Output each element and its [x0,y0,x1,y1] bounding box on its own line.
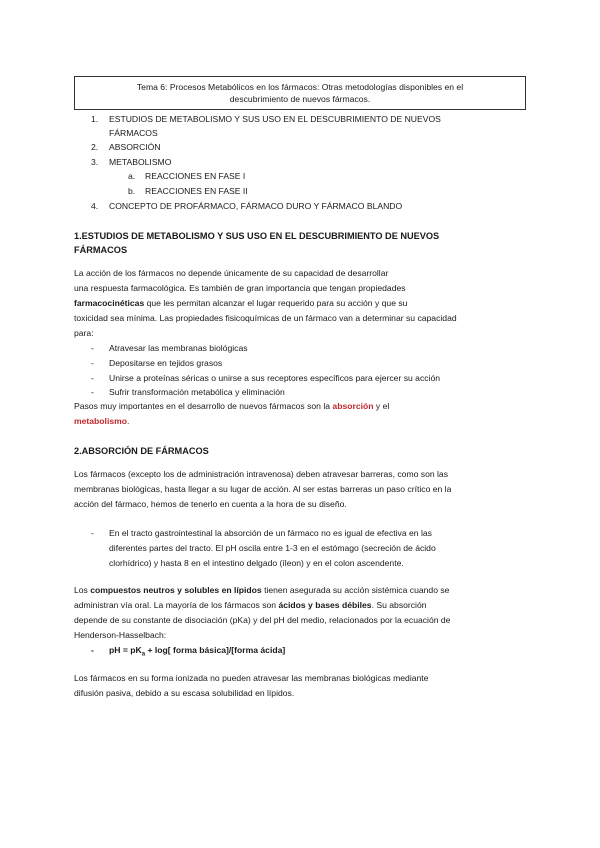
s1-p1-line3 [74,298,407,309]
s1-p1-line4: toxicidad sea mínima. Las propiedades fisicoquímicas de un fármaco van a determinar su capacidad [74,313,457,323]
s2-p3-line1: Los fármacos en su forma ionizada no pueden atravesar las membranas biológicas mediante [74,673,429,683]
s1-p2-line2 [74,416,129,427]
s2-p2-bold-2: ácidos y bases débiles [278,600,372,610]
bullet-dash: - [91,358,94,368]
henderson-equation [109,645,285,661]
bullet-dash: - [91,343,94,353]
section-1-heading-cont: FÁRMACOS [74,245,128,255]
section-1-heading: 1.ESTUDIOS DE METABOLISMO Y SUS USO EN EL DESCUBRIMIENTO DE NUEVOS [74,231,440,241]
toc-num-3: 3. [91,157,99,167]
toc-subitem-a: REACCIONES EN FASE I [145,171,246,181]
s2-bullet-line1: En el tracto gastrointestinal la absorción de un fármaco no es igual de efectiva en las [109,528,432,538]
toc-num-1: 1. [91,114,99,124]
section-2-heading: 2.ABSORCIÓN DE FÁRMACOS [74,446,209,456]
s1-bullet-3: Unirse a proteínas séricas o unirse a sus receptores específicos para ejercer su acción [109,373,441,383]
s2-p2-text: Los [74,585,91,595]
toc-item-3: METABOLISMO [109,157,172,167]
toc-sub-num-b: b. [128,186,136,196]
bullet-dash: - [91,645,94,655]
toc-item-1: ESTUDIOS DE METABOLISMO Y SUS USO EN EL DESCUBRIMIENTO DE NUEVOS [109,114,441,124]
equation-subscript: a [141,651,146,658]
toc-num-2: 2. [91,142,99,152]
s2-p2-line4: Henderson-Hasselbach: [74,630,167,640]
s1-p2-text: Pasos muy importantes en el desarrollo de nuevos fármacos son la [74,401,333,411]
s1-p1-line2: una respuesta farmacológica. Es también de gran importancia que tengan propiedades [74,283,406,293]
bullet-dash: - [91,373,94,383]
toc-item-1-cont: FÁRMACOS [109,128,158,138]
s1-bullet-1: Atravesar las membranas biológicas [109,343,248,353]
s1-p1-line3-rest: que les permitan alcanzar el lugar requerido para su acción y que su [144,298,408,308]
s1-bullet-2: Depositarse en tejidos grasos [109,358,223,368]
s2-p2-text-2: tienen asegurada su acción sistémica cuando se [261,585,450,595]
bullet-dash: - [91,387,94,397]
bullet-dash: - [91,528,94,538]
s2-bullet-line2: diferentes partes del tracto. El pH oscila entre 1-3 en el estómago (secreción de ácido [109,543,436,553]
s2-bullet-line3: clorhídrico) y hasta 8 en el intestino delgado (íleon) y en el colon ascendente. [109,558,404,568]
toc-item-4: CONCEPTO DE PROFÁRMACO, FÁRMACO DURO Y FÁRMACO BLANDO [109,201,403,211]
s1-p1-line1: La acción de los fármacos no depende únicamente de su capacidad de desarrollar [74,268,389,278]
s1-bullet-4: Sufrir transformación metabólica y eliminación [109,387,285,397]
toc-item-2: ABSORCIÓN [109,142,161,152]
equation-part-1: pH = pK [109,645,142,655]
equation-part-2: + log[ forma básica]/[forma ácida] [145,645,286,655]
s2-p2-text-4: . Su absorción [371,600,427,610]
s2-p3-line2: difusión pasiva, debido a su escasa solubilidad en lípidos. [74,688,295,698]
s2-p1-line1: Los fármacos (excepto los de administración intravenosa) deben atravesar barreras, como son las [74,469,449,479]
title-line-1: Tema 6: Procesos Metabólicos en los fármacos: Otras metodologías disponibles en el [136,82,464,92]
s1-p2-line1 [74,401,389,412]
s1-p2-end: . [127,416,130,426]
title-box [74,76,526,110]
title-line-2: descubrimiento de nuevos fármacos. [229,94,371,104]
s1-p2-text-2: y el [373,401,390,411]
s1-p1-bold: farmacocinéticas [74,298,145,308]
toc-sub-num-a: a. [128,171,136,181]
highlight-metabolismo: metabolismo [74,416,128,426]
highlight-absorcion: absorción [332,401,374,411]
toc-num-4: 4. [91,201,99,211]
s2-p2-line3: depende de su constante de disociación (pKa) y del pH del medio, relacionados por la ecuación de [74,615,451,625]
s2-p1-line2: membranas biológicas, hasta llegar a su lugar de acción. Al ser estas barreras un paso crítico en la [74,484,452,494]
s2-p2-line1 [74,585,449,596]
s2-p1-line3: acción del fármaco, hemos de tenerlo en cuenta a la hora de su diseño. [74,499,347,509]
s2-p2-text-3: administran vía oral. La mayoría de los fármacos son [74,600,279,610]
s2-p2-line2 [74,600,427,611]
toc-subitem-b: REACCIONES EN FASE II [145,186,248,196]
s2-p2-bold-1: compuestos neutros y solubles en lípidos [90,585,262,595]
s1-p1-line5: para: [74,328,94,338]
